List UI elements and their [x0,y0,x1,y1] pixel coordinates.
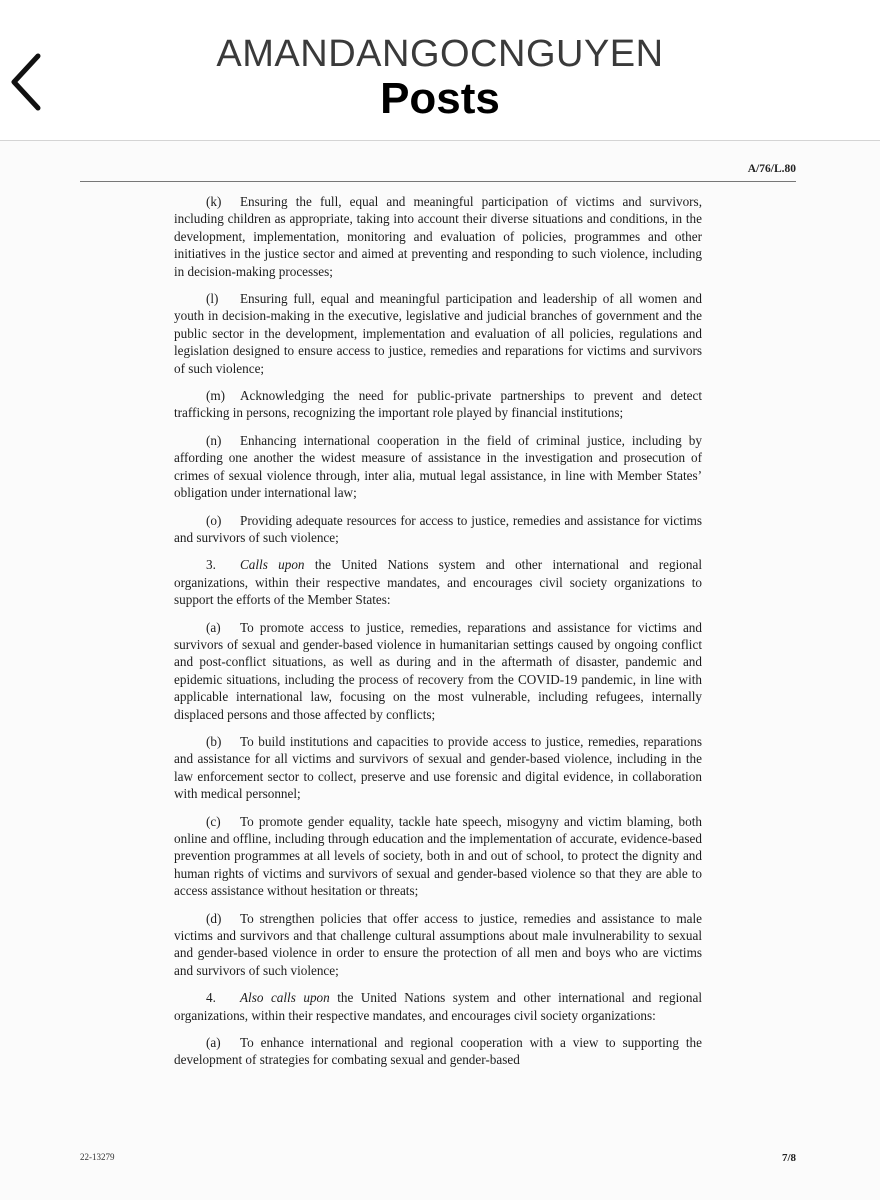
document-image [0,141,880,1200]
document-body [174,193,702,1079]
paragraph-operative-phrase: Calls upon [240,557,305,573]
paragraph-text: Enhancing international cooperation in the field of criminal justice, including by affording one another the widest measure of assistance in the investigation and prosecution of crimes of sexual violence through, inter alia, mutual legal assistance, in line with Member States’ obligation under international law; [174,432,702,501]
paragraph-number: (d) [206,910,222,926]
paragraph-text: Acknowledging the need for public-private partnerships to prevent and detect trafficking in persons, recognizing the important role played by financial institutions; [174,388,702,421]
paragraph-number: (c) [206,813,221,829]
document-paragraph [174,432,702,502]
page-title: Posts [380,74,500,123]
document-paragraph [174,989,702,1024]
document-paragraph [174,910,702,980]
document-symbol: A/76/L.80 [747,163,796,175]
paragraph-number: (m) [206,388,226,404]
paragraph-text: To enhance international and regional cooperation with a view to supporting the development of strategies for combating sexual and gender-based [174,1035,702,1068]
paragraph-number: (k) [206,194,222,209]
app-header [0,0,880,141]
document-paragraph [174,1034,702,1069]
paragraph-number: (l) [206,291,219,307]
paragraph-text: To build institutions and capacities to provide access to justice, remedies, reparations and assistance for all victims and survivors of sexual and gender-based violence, including in the law enforcement sector to collect, preserve and use forensic and digital evidence, in collaboration with medical personnel; [174,733,702,802]
paragraph-text: Providing adequate resources for access to justice, remedies and assistance for victims and survivors of such violence; [174,512,702,545]
paragraph-number: 3. [206,557,216,573]
document-paragraph [174,193,702,280]
paragraph-text: Ensuring the full, equal and meaningful participation of victims and survivors, including children as appropriate, taking into account their diverse situations and conditions, in the development, implementation, monitoring and evaluation of policies, programmes and other initiatives in the justice sector and aimed at preventing and responding to such violence, including in decision-making processes; [174,194,702,279]
document-paragraph [174,813,702,900]
paragraph-number: (b) [206,733,222,749]
paragraph-number: (n) [206,432,222,448]
document-paragraph [174,512,702,547]
paragraph-number: (a) [206,1035,221,1051]
document-paragraph [174,733,702,803]
paragraph-number: 4. [206,990,216,1006]
document-paragraph [174,619,702,723]
document-paragraph [174,387,702,422]
paragraph-text: To promote gender equality, tackle hate speech, misogyny and victim blaming, both online and offline, including through education and the implementation of accurate, evidence-based prevention programmes at all levels of society, both in and out of school, to protect the dignity and human rights of victims and survivors of sexual and gender-based violence so that they are able to access assistance without hesitation or threats; [174,813,702,899]
document-paragraph [174,290,702,377]
document-paragraph [174,556,702,608]
paragraph-operative-phrase: Also calls upon [240,990,330,1006]
profile-username: AMANDANGOCNGUYEN [216,33,664,75]
paragraph-number: (a) [206,619,221,635]
paragraph-text: the United Nations system and other international and regional organizations, within their respective mandates, and encourages civil society organizations to support the efforts of the Member States: [174,557,702,608]
paragraph-text: the United Nations system and other international and regional organizations, within their respective mandates, and encourages civil society organizations: [174,990,703,1023]
page-number: 7/8 [781,1152,796,1164]
paragraph-text: Ensuring full, equal and meaningful participation and leadership of all women and youth in decision-making in the executive, legislative and judicial branches of government and the public sector in the development, implementation and evaluation of all policies, regulations and legislation designed to ensure access to justice, remedies and reparations for victims and survivors of such violence; [174,291,702,376]
paragraph-text: To strengthen policies that offer access to justice, remedies and assistance to male victims and survivors and that challenge cultural assumptions about male invulnerability to sexual and gender-based violence in order to ensure the protection of all men and boys who are victims and survivors of such violence; [174,910,702,978]
paragraph-number: (o) [206,512,222,528]
paragraph-text: To promote access to justice, remedies, reparations and assistance for victims and survivors of sexual and gender-based violence in humanitarian settings caused by ongoing conflict and post-conflict situations, as well as during and in the aftermath of disaster, pandemic and epidemic situations, including the process of recovery from the COVID-19 pandemic, in line with applicable international law, focusing on the most vulnerable, including refugees, internally displaced persons and those affected by conflicts; [174,619,702,722]
header-rule [80,181,796,182]
document-code: 22-13279 [80,1152,115,1162]
